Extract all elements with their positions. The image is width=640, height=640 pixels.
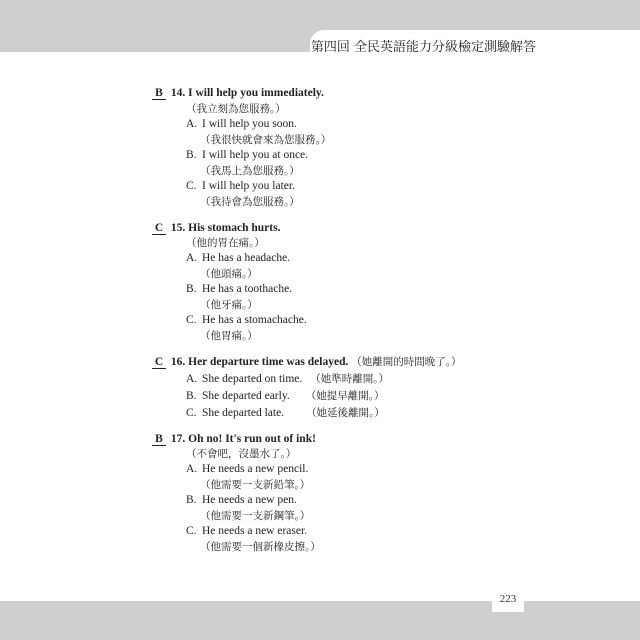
question-translation: （不會吧，沒墨水了。） bbox=[186, 448, 297, 460]
option-c bbox=[186, 524, 307, 538]
question-17 bbox=[152, 432, 316, 446]
option-b bbox=[186, 282, 292, 296]
question-number: 16. bbox=[170, 356, 186, 368]
question-translation: （他的胃在痛。） bbox=[186, 237, 265, 249]
option-text: She departed early. bbox=[202, 390, 290, 402]
option-translation: （他胃痛。） bbox=[200, 330, 258, 342]
answer-mark: C bbox=[152, 223, 166, 235]
option-b bbox=[186, 389, 384, 403]
page-header-title: 第四回 全民英語能力分級檢定測驗解答 bbox=[310, 40, 536, 55]
question-text: I will help you immediately. bbox=[188, 87, 324, 99]
question-16 bbox=[152, 355, 461, 369]
option-translation: （他需要一支新鋼筆。） bbox=[200, 510, 311, 522]
option-translation: （她延後離開。） bbox=[306, 407, 385, 419]
option-translation: （我待會為您服務。） bbox=[200, 196, 300, 208]
question-translation: （我立刻為您服務。） bbox=[186, 103, 286, 115]
option-text: I will help you later. bbox=[202, 180, 295, 192]
option-text: She departed late. bbox=[202, 407, 285, 419]
option-c bbox=[186, 313, 307, 327]
option-text: I will help you at once. bbox=[202, 149, 309, 161]
option-b bbox=[186, 148, 308, 162]
answer-mark: B bbox=[152, 434, 166, 446]
option-translation: （他需要一支新鉛筆。） bbox=[200, 479, 311, 491]
option-text: He needs a new pen. bbox=[202, 494, 297, 506]
option-letter: A. bbox=[186, 118, 198, 130]
option-letter: B. bbox=[186, 390, 197, 402]
option-text: He has a toothache. bbox=[202, 283, 293, 295]
option-letter: C. bbox=[186, 525, 197, 537]
option-a bbox=[186, 117, 297, 131]
question-15 bbox=[152, 221, 280, 235]
option-letter: C. bbox=[186, 407, 197, 419]
option-letter: C. bbox=[186, 180, 197, 192]
option-translation: （他頭痛。） bbox=[200, 268, 258, 280]
question-text: His stomach hurts. bbox=[188, 222, 281, 234]
option-letter: C. bbox=[186, 314, 197, 326]
option-text: He has a stomachache. bbox=[202, 314, 307, 326]
option-letter: A. bbox=[186, 373, 198, 385]
option-translation: （他需要一個新橡皮擦。） bbox=[200, 541, 321, 553]
option-translation: （她提早離開。） bbox=[305, 390, 385, 402]
question-number: 17. bbox=[170, 433, 186, 445]
option-c bbox=[186, 179, 295, 193]
option-text: He has a headache. bbox=[202, 252, 291, 264]
question-number: 15. bbox=[170, 222, 186, 234]
option-b bbox=[186, 493, 297, 507]
answer-mark: C bbox=[152, 357, 166, 369]
option-translation: （我很快就會來為您服務。） bbox=[200, 134, 332, 146]
option-letter: B. bbox=[186, 149, 197, 161]
option-letter: A. bbox=[186, 463, 198, 475]
option-c bbox=[186, 406, 385, 420]
option-a bbox=[186, 372, 389, 386]
question-translation: （她離開的時間晚了。） bbox=[351, 356, 462, 368]
question-text: Oh no! It's run out of ink! bbox=[188, 433, 316, 445]
option-translation: （她準時離開。） bbox=[310, 373, 390, 385]
option-letter: B. bbox=[186, 494, 197, 506]
option-a bbox=[186, 462, 308, 476]
option-translation: （他牙痛。） bbox=[200, 299, 258, 311]
question-text: Her departure time was delayed. bbox=[188, 356, 349, 368]
option-letter: A. bbox=[186, 252, 198, 264]
page-number: 223 bbox=[492, 588, 524, 612]
option-text: He needs a new pencil. bbox=[202, 463, 309, 475]
option-a bbox=[186, 251, 290, 265]
option-letter: B. bbox=[186, 283, 197, 295]
option-text: He needs a new eraser. bbox=[202, 525, 308, 537]
option-text: I will help you soon. bbox=[202, 118, 297, 130]
option-text: She departed on time. bbox=[202, 373, 303, 385]
footer-bar bbox=[0, 601, 640, 640]
question-number: 14. bbox=[170, 87, 186, 99]
option-translation: （我馬上為您服務。） bbox=[200, 165, 300, 177]
answer-mark: B bbox=[152, 88, 166, 100]
question-14 bbox=[152, 86, 324, 100]
